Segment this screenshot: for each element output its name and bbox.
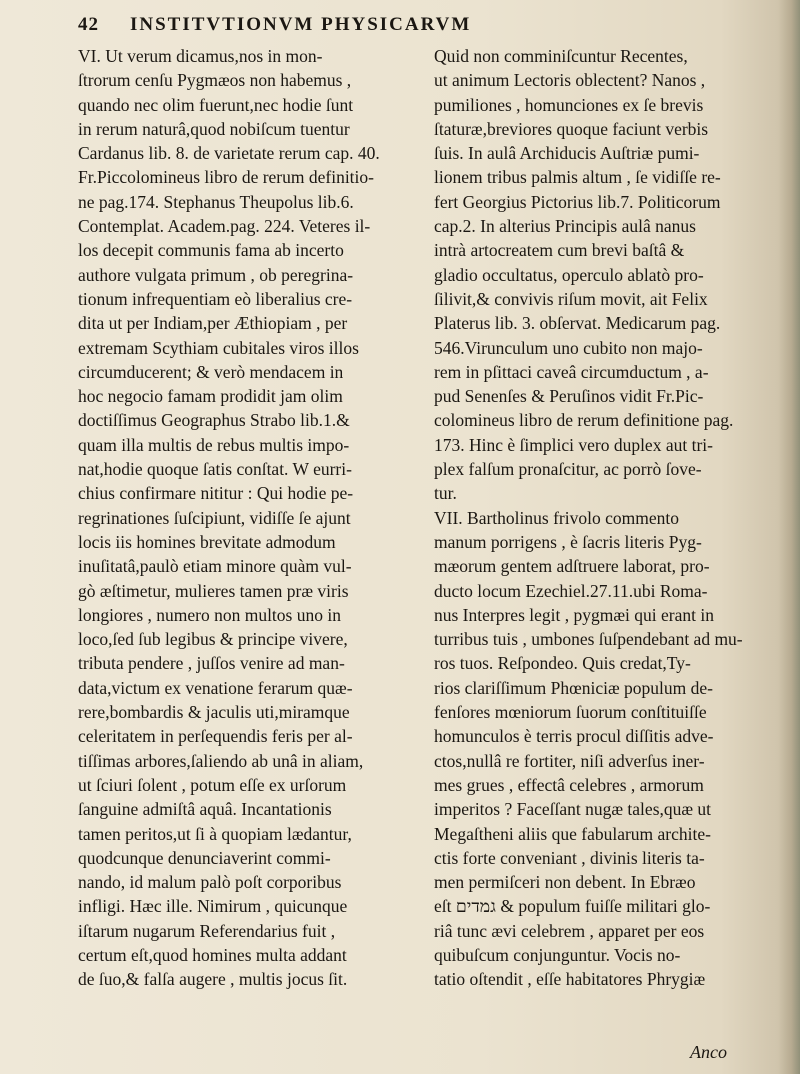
text-line: rem in pſittaci caveâ circumductum , a- bbox=[434, 361, 709, 382]
page-number: 42 bbox=[78, 14, 99, 35]
text-line: ducto locum Ezechiel.27.11.ubi Roma- bbox=[434, 580, 708, 601]
text-line: tatio oſtendit , eſſe habitatores Phrygiæ bbox=[434, 969, 706, 990]
text-line: locis iis homines brevitate admodum bbox=[78, 531, 336, 552]
text-line: manum porrigens , è ſacris literis Pyg- bbox=[434, 531, 702, 552]
text-line: ctos,nullâ re fortiter, niſi adverſus iner- bbox=[434, 750, 705, 771]
text-line: lionem tribus palmis altum , ſe vidiſſe re- bbox=[434, 167, 721, 188]
text-line: gò æſtimetur, mulieres tamen præ viris bbox=[78, 580, 349, 601]
text-line: rios clariſſimum Phœniciæ populum de- bbox=[434, 677, 714, 698]
running-title: INSTITVTIONVM PHYSICARVM bbox=[130, 14, 472, 35]
left-text-column bbox=[78, 44, 428, 992]
text-line: ſtrorum cenſu Pygmæos non habemus , bbox=[78, 70, 352, 91]
text-line: authore vulgata primum , ob peregrina- bbox=[78, 264, 354, 285]
text-line: homunculos è terris procul diſſitis adve- bbox=[434, 726, 714, 747]
text-line: certum eſt,quod homines multa addant bbox=[78, 944, 347, 965]
right-text-column bbox=[434, 44, 782, 992]
text-line: ſilivit,& convivis riſum movit, ait Felix bbox=[434, 288, 708, 309]
text-line: VI. Ut verum dicamus,nos in mon- bbox=[78, 46, 323, 66]
text-line: Cardanus lib. 8. de varietate rerum cap. 40. bbox=[78, 143, 380, 164]
text-line: pumiliones , homunciones ex ſe brevis bbox=[434, 94, 704, 115]
text-line: longiores , numero non multos uno in bbox=[78, 604, 341, 625]
text-line: chius confirmare nititur : Qui hodie pe- bbox=[78, 483, 354, 504]
text-line: Fr.Piccolomineus libro de rerum definitio- bbox=[78, 167, 374, 188]
text-line: mæorum gentem adſtruere laborat, pro- bbox=[434, 556, 710, 577]
text-line: ſanguine admiſtâ aquâ. Incantationis bbox=[78, 799, 332, 820]
text-line: ctis forte conveniant , divinis literis ta- bbox=[434, 847, 705, 868]
text-line: dita ut per Indiam,per Æthiopiam , per bbox=[78, 313, 348, 334]
text-line: nus Interpres legit , pygmæi qui erant in bbox=[434, 604, 714, 625]
text-line: tur. bbox=[434, 483, 457, 504]
text-line: ne pag.174. Stephanus Theupolus lib.6. bbox=[78, 191, 354, 212]
text-line: imperitos ? Faceſſant nugæ tales,quæ ut bbox=[434, 799, 712, 820]
text-line: cap.2. In alterius Principis aulâ nanus bbox=[434, 216, 696, 237]
text-line: tionum infrequentiam eò liberalius cre- bbox=[78, 288, 353, 309]
text-line: in rerum naturâ,quod nobiſcum tuentur bbox=[78, 118, 350, 139]
text-line: 173. Hinc è ſimplici vero duplex aut tri- bbox=[434, 434, 713, 455]
text-line: tamen peritos,ut ſi à quopiam lædantur, bbox=[78, 823, 352, 844]
text-line: quodcunque denunciaverint commi- bbox=[78, 847, 331, 868]
text-line: Megaſtheni aliis que fabularum archite- bbox=[434, 823, 711, 844]
text-line: quam illa multis de rebus multis impo- bbox=[78, 434, 350, 455]
running-header bbox=[78, 6, 778, 40]
text-line: rere,bombardis & jaculis uti,miramque bbox=[78, 702, 350, 723]
text-line: mes grues , effectâ celebres , armorum bbox=[434, 774, 704, 795]
text-line: de ſuo,& falſa augere , multis jocus ſit. bbox=[78, 969, 348, 990]
text-line: eſt גמדים & populum fuiſſe militari glo- bbox=[434, 896, 711, 917]
text-line: extremam Scythiam cubitales viros illos bbox=[78, 337, 359, 358]
text-line: riâ tunc ævi celebrem , apparet per eos bbox=[434, 920, 705, 941]
text-line: celeritatem in perſequendis feris per al- bbox=[78, 726, 353, 747]
text-line: inuſitatâ,paulò etiam minore quàm vul- bbox=[78, 556, 352, 577]
text-line: ut animum Lectoris oblectent? Nanos , bbox=[434, 70, 706, 91]
text-line: nando, id malum palò poſt corporibus bbox=[78, 872, 342, 893]
text-line: VII. Bartholinus frivolo commento bbox=[434, 507, 679, 528]
text-line: plex falſum pronaſcitur, ac porrò ſove- bbox=[434, 459, 702, 480]
text-line: circumducerent; & verò mendacem in bbox=[78, 361, 344, 382]
text-line: fenſores mœniorum ſuorum conſtituiſſe bbox=[434, 702, 707, 723]
text-line: gladio occultatus, operculo ablatò pro- bbox=[434, 264, 704, 285]
text-line: ut ſciuri ſolent , potum eſſe ex urſorum bbox=[78, 774, 347, 795]
text-line: doctiſſimus Geographus Strabo lib.1.& bbox=[78, 410, 350, 431]
text-line: los decepit communis fama ab incerto bbox=[78, 240, 344, 261]
text-line: iſtarum nugarum Referendarius fuit , bbox=[78, 920, 336, 941]
text-line: fert Georgius Pictorius lib.7. Politicorum bbox=[434, 191, 721, 212]
text-line: men permiſceri non debent. In Ebræo bbox=[434, 872, 696, 893]
text-line: nat,hodie quoque ſatis conſtat. W eurri- bbox=[78, 459, 352, 480]
text-line: Quid non comminiſcuntur Recentes, bbox=[434, 46, 688, 66]
text-line: ros tuos. Reſpondeo. Quis credat,Ty- bbox=[434, 653, 691, 674]
text-line: infligi. Hæc ille. Nimirum , quicunque bbox=[78, 896, 348, 917]
text-line: hoc negocio famam prodidit jam olim bbox=[78, 386, 343, 407]
text-line: regrinationes ſuſcipiunt, vidiſſe ſe ajunt bbox=[78, 507, 351, 528]
text-line: intrà artocreatem cum brevi baſtâ & bbox=[434, 240, 685, 261]
text-line: data,victum ex venatione ferarum quæ- bbox=[78, 677, 353, 698]
text-line: loco,ſed ſub legibus & principe vivere, bbox=[78, 629, 348, 650]
text-line: 546.Virunculum uno cubito non majo- bbox=[434, 337, 703, 358]
catchword: Anco bbox=[690, 1042, 727, 1062]
text-line: tiſſimas arbores,ſaliendo ab unâ in aliam, bbox=[78, 750, 364, 771]
text-line: pud Senenſes & Peruſinos vidit Fr.Pic- bbox=[434, 386, 704, 407]
text-line: quando nec olim fuerunt,nec hodie ſunt bbox=[78, 94, 354, 115]
text-line: Platerus lib. 3. obſervat. Medicarum pag. bbox=[434, 313, 721, 334]
text-line: ſuis. In aulâ Archiducis Auſtriæ pumi- bbox=[434, 143, 700, 164]
text-line: Contemplat. Academ.pag. 224. Veteres il- bbox=[78, 216, 371, 237]
text-line: turribus tuis , umbones ſuſpendebant ad mu- bbox=[434, 629, 743, 650]
text-line: tributa pendere , juſſos venire ad man- bbox=[78, 653, 345, 674]
text-line: colomineus libro de rerum definitione pag. bbox=[434, 410, 734, 431]
text-line: quibuſcum conjunguntur. Vocis no- bbox=[434, 944, 681, 965]
text-line: ſtaturæ,breviores quoque faciunt verbis bbox=[434, 118, 709, 139]
